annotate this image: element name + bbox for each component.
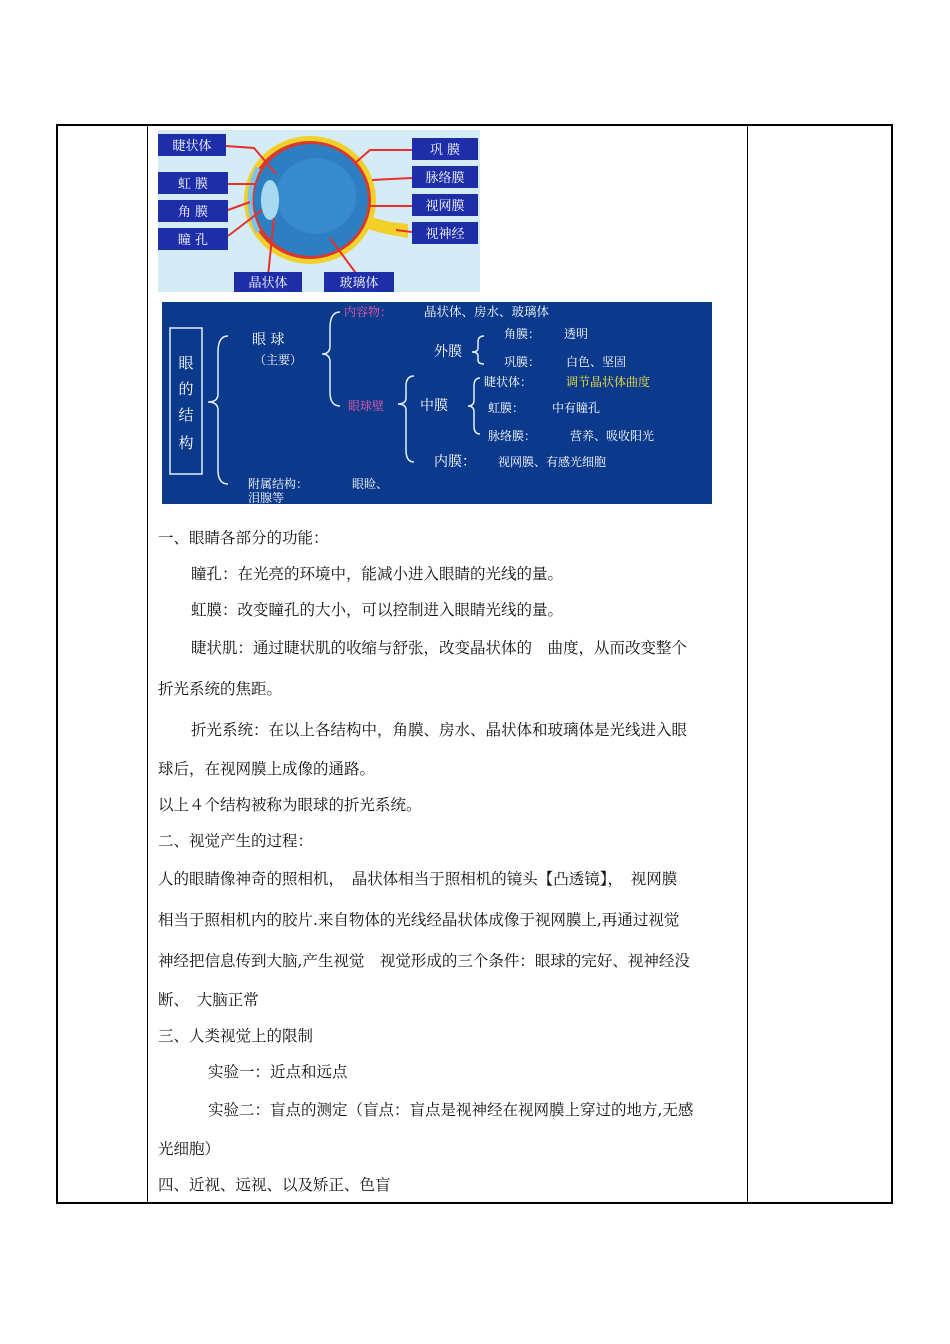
label-cornea: 角 膜: [177, 205, 209, 220]
root-char-3: 结: [178, 406, 194, 424]
label-retina: 视网膜: [425, 199, 465, 214]
inner-layer-label: 内膜：: [434, 454, 476, 470]
eye-anatomy-svg: [158, 130, 480, 292]
middle-layer-label: 中膜: [420, 398, 448, 414]
mind-map-svg: [162, 302, 712, 504]
table-left-border: [56, 124, 58, 1204]
pupil-paragraph: 瞳孔：在光亮的环境中，能减小进入眼睛的光线的量。: [191, 565, 564, 583]
experiment-2-line-2: 光细胞）: [158, 1140, 221, 1158]
eyeball-note: （主要）: [254, 353, 303, 367]
table-col-divider-2: [747, 124, 748, 1204]
section-2-title: 二、视觉产生的过程：: [158, 832, 314, 850]
choroid-text: 营养、吸收阳光: [570, 429, 655, 443]
section-1-title: 一、眼睛各部分的功能：: [158, 529, 329, 547]
cornea-label: 角膜：: [504, 327, 541, 341]
label-lens: 晶状体: [248, 276, 288, 291]
table-right-border: [891, 124, 893, 1204]
experiment-1: 实验一：近点和远点: [208, 1063, 348, 1081]
vitreous-highlight: [276, 158, 356, 234]
sclera-label: 巩膜：: [504, 355, 541, 369]
table-col-divider-1: [147, 124, 148, 1204]
eye-anatomy-figure: [158, 130, 480, 292]
vision-paragraph-line-4: 断、 大脑正常: [158, 991, 259, 1009]
root-char-4: 构: [178, 434, 194, 452]
eye-structure-mind-map: [162, 302, 712, 504]
sclera-text: 白色、坚固: [566, 355, 627, 369]
choroid-label: 脉络膜：: [488, 429, 537, 443]
label-optic-nerve: 视神经: [425, 227, 465, 242]
refract-paragraph-line-3: 以上４个结构被称为眼球的折光系统。: [158, 796, 422, 814]
table-top-border: [56, 124, 893, 126]
body-text: [158, 520, 744, 1203]
refract-paragraph-line-2: 球后，在视网膜上成像的通路。: [158, 760, 376, 778]
label-sclera: 巩 膜: [429, 143, 461, 158]
contents-text: 晶状体、房水、玻璃体: [424, 304, 550, 319]
refract-paragraph-line-1: 折光系统：在以上各结构中，角膜、房水、晶状体和玻璃体是光线进入眼: [191, 721, 688, 739]
iris-paragraph: 虹膜：改变瞳孔的大小，可以控制进入眼睛光线的量。: [191, 601, 564, 619]
label-pupil: 瞳 孔: [177, 233, 209, 248]
label-iris: 虹 膜: [177, 177, 209, 192]
outer-layer-label: 外膜: [434, 344, 462, 360]
vision-paragraph-line-1: 人的眼睛像神奇的照相机， 晶状体相当于照相机的镜头【凸透镜】， 视网膜: [158, 870, 678, 888]
root-char-2: 的: [178, 380, 194, 398]
left-labels: [158, 134, 228, 250]
experiment-2-line-1: 实验二：盲点的测定（盲点：盲点是视神经在视网膜上穿过的地方,无感: [208, 1101, 694, 1119]
ciliary-paragraph-line-1: 睫状肌：通过睫状肌的收缩与舒张，改变晶状体的 曲度，从而改变整个: [191, 639, 688, 657]
wall-label: 眼球壁: [348, 399, 385, 413]
ciliary-text: 调节晶状体曲度: [566, 375, 651, 389]
lens-shape: [261, 180, 279, 220]
ciliary-label: 睫状体：: [484, 375, 533, 389]
iris-label: 虹膜：: [488, 401, 525, 415]
vision-paragraph-line-2: 相当于照相机内的胶片.来自物体的光线经晶状体成像于视网膜上,再通过视觉: [158, 911, 680, 929]
contents-label: 内容物：: [344, 305, 393, 319]
accessory-text-1: 眼睑、: [352, 477, 389, 491]
iris-text: 中有瞳孔: [552, 401, 601, 415]
ciliary-paragraph-line-2: 折光系统的焦距。: [158, 680, 283, 698]
inner-text: 视网膜、有感光细胞: [498, 455, 607, 469]
section-4-title: 四、近视、远视、以及矫正、色盲: [158, 1176, 391, 1194]
root-char-1: 眼: [178, 354, 194, 372]
cornea-text: 透明: [564, 327, 589, 341]
label-vitreous: 玻璃体: [339, 276, 379, 291]
label-ciliary: 睫状体: [172, 139, 212, 154]
accessory-text-2: 泪腺等: [248, 491, 285, 504]
section-3-title: 三、人类视觉上的限制: [158, 1027, 314, 1045]
vision-paragraph-line-3: 神经把信息传到大脑,产生视觉 视觉形成的三个条件：眼球的完好、视神经没: [158, 952, 690, 970]
label-choroid: 脉络膜: [425, 171, 465, 186]
accessory-label: 附属结构：: [248, 477, 309, 491]
eyeball-label: 眼 球: [252, 332, 285, 348]
